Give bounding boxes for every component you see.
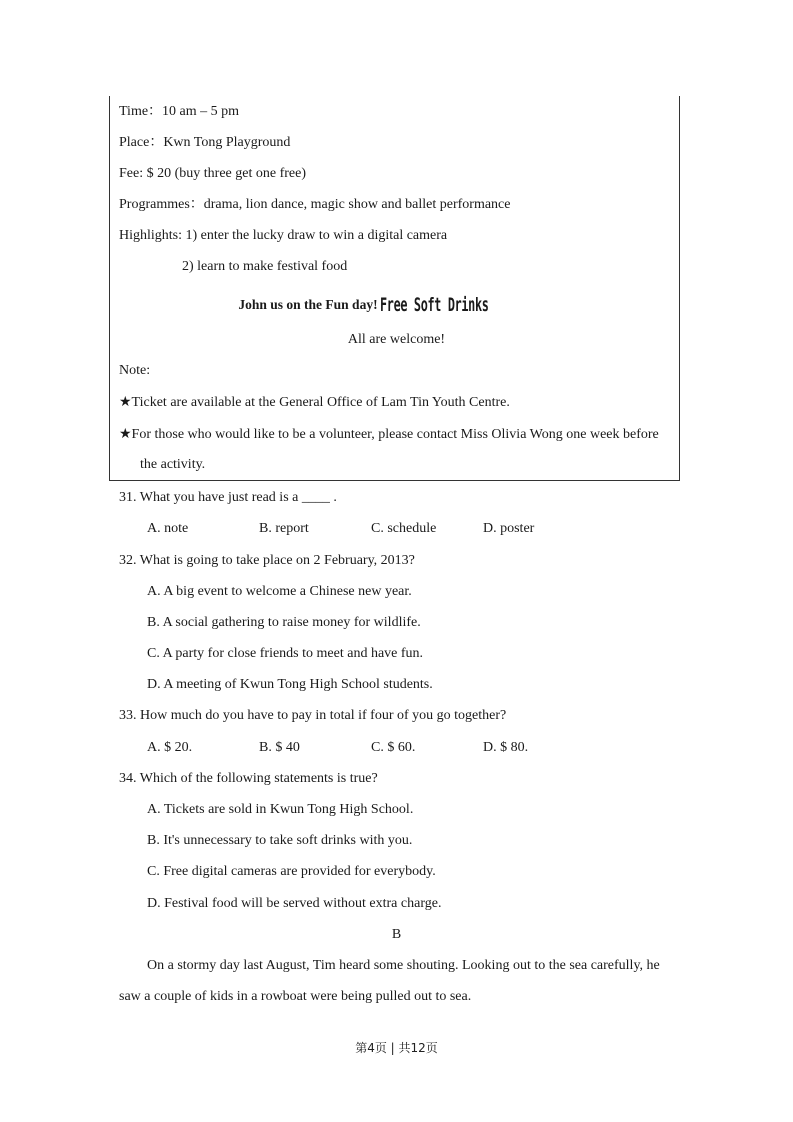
passage-line-2: saw a couple of kids in a rowboat were being pulled out to sea. <box>119 989 472 1004</box>
join-text: John us on the Fun day! <box>238 297 378 312</box>
poster-box <box>109 96 680 481</box>
q32-option-b: B. A social gathering to raise money for wildlife. <box>147 615 421 630</box>
q32-stem: 32. What is going to take place on 2 February, 2013? <box>119 553 415 568</box>
q34-option-d: D. Festival food will be served without extra charge. <box>147 896 442 911</box>
poster-highlight-1: Highlights: 1) enter the lucky draw to win a digital camera <box>119 228 448 243</box>
poster-highlight-2: 2) learn to make festival food <box>182 259 348 274</box>
q33-option-d: D. $ 80. <box>483 740 529 755</box>
passage-line-1: On a stormy day last August, Tim heard some shouting. Looking out to the sea carefully, he <box>147 958 660 973</box>
poster-note-2-cont: the activity. <box>140 457 206 472</box>
q31-option-c: C. schedule <box>371 521 437 536</box>
poster-programmes: Programmes：drama, lion dance, magic show and ballet performance <box>119 197 511 212</box>
free-drinks-text: Free Soft Drinks <box>379 294 489 316</box>
q32-option-a: A. A big event to welcome a Chinese new year. <box>147 584 412 599</box>
q31-option-a: A. note <box>147 521 189 536</box>
poster-fee: Fee: $ 20 (buy three get one free) <box>119 166 306 181</box>
q33-option-c: C. $ 60. <box>371 740 416 755</box>
q32-option-c: C. A party for close friends to meet and have fun. <box>147 646 424 661</box>
q33-option-b: B. $ 40 <box>259 740 300 755</box>
poster-place: Place：Kwn Tong Playground <box>119 135 291 150</box>
poster-note-label: Note: <box>119 363 151 378</box>
poster-welcome: All are welcome! <box>347 332 446 347</box>
q34-option-b: B. It's unnecessary to take soft drinks with you. <box>147 833 413 848</box>
q34-option-c: C. Free digital cameras are provided for everybody. <box>147 864 436 879</box>
q32-option-d: D. A meeting of Kwun Tong High School students. <box>147 677 433 692</box>
poster-time: Time：10 am – 5 pm <box>119 104 240 119</box>
section-b-heading: B <box>391 927 402 942</box>
q31-stem: 31. What you have just read is a ____ . <box>119 490 337 505</box>
page-footer: 第4页 | 共12页 <box>355 1041 438 1055</box>
q31-option-b: B. report <box>259 521 309 536</box>
q34-option-a: A. Tickets are sold in Kwun Tong High School. <box>147 802 414 817</box>
poster-join-line <box>0 296 793 315</box>
q33-option-a: A. $ 20. <box>147 740 193 755</box>
q33-stem: 33. How much do you have to pay in total if four of you go together? <box>119 708 507 723</box>
poster-note-2: ★For those who would like to be a volunteer, please contact Miss Olivia Wong one week before <box>119 427 659 442</box>
q31-option-d: D. poster <box>483 521 535 536</box>
poster-note-1: ★Ticket are available at the General Office of Lam Tin Youth Centre. <box>119 395 510 410</box>
q34-stem: 34. Which of the following statements is true? <box>119 771 378 786</box>
